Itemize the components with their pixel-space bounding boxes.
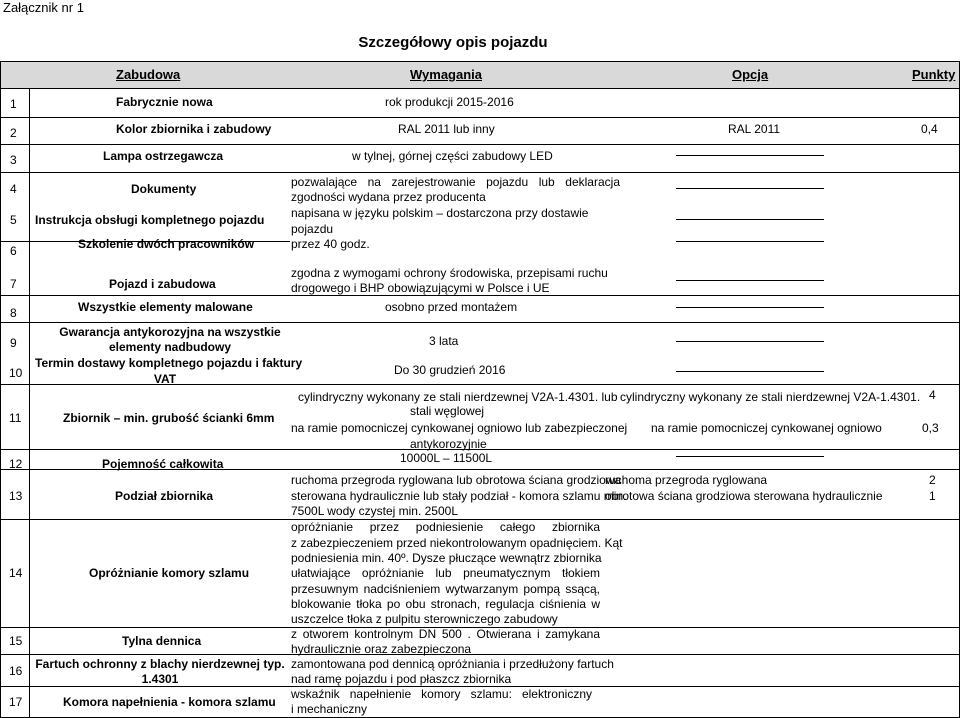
row-requirement: 7500L wody czystej min. 2500L [291,504,458,518]
row-requirement: napisana w języku polskim – dostarczona przy dostawie [291,206,589,220]
row-name: Fartuch ochronny z blachy nierdzewnej typ. [35,657,285,671]
row-requirement: zamontowana pod dennicą opróżniania i przedłużony fartuch [291,657,614,671]
row-name: Kolor zbiornika i zabudowy [116,122,272,136]
row-number: 9 [10,336,17,350]
header-wymagania: Wymagania [410,67,483,82]
option-blank-line [676,456,824,457]
row-requirement: przesuwnym nadciśnieniem wytwarzanym pompą ssącą, [291,582,600,596]
row-requirement: uszczelce tłoka z pulpitu sterowniczego zabudowy [291,612,558,626]
grid-line [0,654,960,655]
row-number: 3 [10,153,17,167]
row-name: Opróżnianie komory szlamu [89,566,250,580]
row-number: 11 [9,411,22,425]
row-number: 17 [9,695,23,709]
row-option: cylindryczny wykonany ze stali nierdzewnej V2A-1.4301. [620,390,921,404]
row-name: Szkolenie dwóch pracowników [78,237,255,251]
row-name: Pojemność całkowita [102,457,224,471]
row-number: 6 [10,244,17,258]
row-requirement: zgodna z wymogami ochrony środowiska, przepisami ruchu [291,266,608,280]
header-zabudowa: Zabudowa [116,67,181,82]
grid-line [0,295,960,296]
header-opcja: Opcja [732,67,769,82]
grid-line [0,61,960,62]
row-requirement: osobno przed montażem [385,300,518,314]
grid-line [0,61,1,718]
option-blank-line [676,241,824,242]
row-number: 14 [9,566,23,580]
row-requirement: drogowego i BHP obowiązującymi w Polsce i UE [291,281,550,295]
row-number: 8 [10,306,17,320]
row-requirement: z otworem kontrolnym DN 500 . Otwierana i zamykana [291,627,600,641]
row-number: 4 [10,182,17,196]
row-option: ruchoma przegroda ryglowana [605,473,768,487]
row-requirement: nad ramę pojazdu i pod płaszcz zbiornika [291,672,512,686]
row-requirement: sterowana hydraulicznie lub stały podział - komora szlamu min. [291,489,627,503]
row-requirement: z zabezpieczeniem przed niekontrolowanym opadnięciem. Kąt [291,536,623,550]
row-requirement: podniesienia min. 40º. Dysze płuczące wewnątrz zbiornika [291,551,602,565]
row-points: 0,3 [922,421,939,435]
row-number: 13 [9,489,23,503]
row-number: 12 [9,457,23,471]
row-number: 16 [9,664,23,678]
grid-line [29,88,30,718]
row-number: 1 [10,97,17,111]
row-requirement: rok produkcji 2015-2016 [385,95,514,109]
row-number: 7 [10,277,17,291]
grid-line [0,88,960,89]
row-requirement: na ramie pomocniczej cynkowanej ogniowo lub zabezpieczonej [291,421,628,435]
row-requirement: stali węglowej [410,404,485,418]
option-blank-line [676,219,824,220]
row-name: 1.4301 [141,672,179,686]
grid-line [0,144,960,145]
grid-line [0,117,960,118]
row-option: RAL 2011 [728,122,781,136]
grid-line [0,172,960,173]
row-name: VAT [153,372,177,386]
row-name: Tylna dennica [122,634,202,648]
row-requirement: przez 40 godz. [291,237,370,251]
row-points: 1 [929,489,936,503]
row-requirement: 3 lata [429,334,459,348]
row-requirement: i mechaniczny [291,702,368,716]
option-blank-line [676,280,824,281]
row-name: Lampa ostrzegawcza [103,149,224,163]
row-name: Fabrycznie nowa [116,95,213,109]
row-requirement: cylindryczny wykonany ze stali nierdzewnej V2A-1.4301. lub [298,390,618,404]
row-requirement: 10000L – 11500L [400,451,493,465]
row-requirement: zgodności wydana przez producenta [291,190,486,204]
option-blank-line [676,155,824,156]
row-name: Podział zbiornika [115,489,214,503]
row-requirement: pojazdu [291,222,334,236]
row-number: 2 [10,126,17,140]
row-points: 4 [929,388,936,402]
header-punkty: Punkty [912,67,956,82]
option-blank-line [676,341,824,342]
row-number: 10 [9,366,23,380]
option-blank-line [676,307,824,308]
option-blank-line [676,188,824,189]
row-name: Zbiornik – min. grubość ścianki 6mm [63,411,275,425]
row-requirement: Do 30 grudzień 2016 [394,363,506,377]
row-number: 15 [9,634,23,648]
row-option: obrotowa ściana grodziowa sterowana hydraulicznie [605,489,883,503]
row-points: 0,4 [921,122,938,136]
row-name: Wszystkie elementy malowane [78,300,253,314]
attachment-label: Załącznik nr 1 [3,0,84,15]
option-blank-line [676,371,824,372]
grid-line [0,322,960,323]
row-requirement: pozwalające na zarejestrowanie pojazdu lub deklaracja [291,175,620,189]
row-name: Termin dostawy kompletnego pojazdu i faktury [35,356,303,370]
row-name: Dokumenty [131,182,197,196]
row-requirement: ruchoma przegroda ryglowana lub obrotowa ściana grodziowa [291,473,622,487]
row-requirement: opróżnianie przez podniesienie całego zbiornika [291,520,600,534]
row-number: 5 [10,213,17,227]
row-requirement: hydraulicznie oraz zabezpieczona [291,642,472,656]
row-requirement: wskaźnik napełnienie komory szlamu: elektroniczny [291,687,592,701]
row-requirement: RAL 2011 lub inny [398,122,495,136]
row-name: Instrukcja obsługi kompletnego pojazdu [35,213,265,227]
row-requirement: blokowanie tłoka po obu stronach, regulacja ciśnienia w [291,597,600,611]
row-option: na ramie pomocniczej cynkowanej ogniowo [651,421,882,435]
row-requirement: antykorozyjnie [410,437,487,451]
row-name: elementy nadbudowy [108,340,232,354]
row-name: Gwarancja antykorozyjna na wszystkie [59,325,281,339]
row-name: Pojazd i zabudowa [109,277,216,291]
row-requirement: ułatwiające opróżnianie lub pneumatycznym tłokiem [291,566,600,580]
row-name: Komora napełnienia - komora szlamu [63,695,276,709]
page-title: Szczegółowy opis pojazdu [358,34,548,51]
row-points: 2 [929,473,936,487]
row-requirement: w tylnej, górnej części zabudowy LED [352,149,553,163]
